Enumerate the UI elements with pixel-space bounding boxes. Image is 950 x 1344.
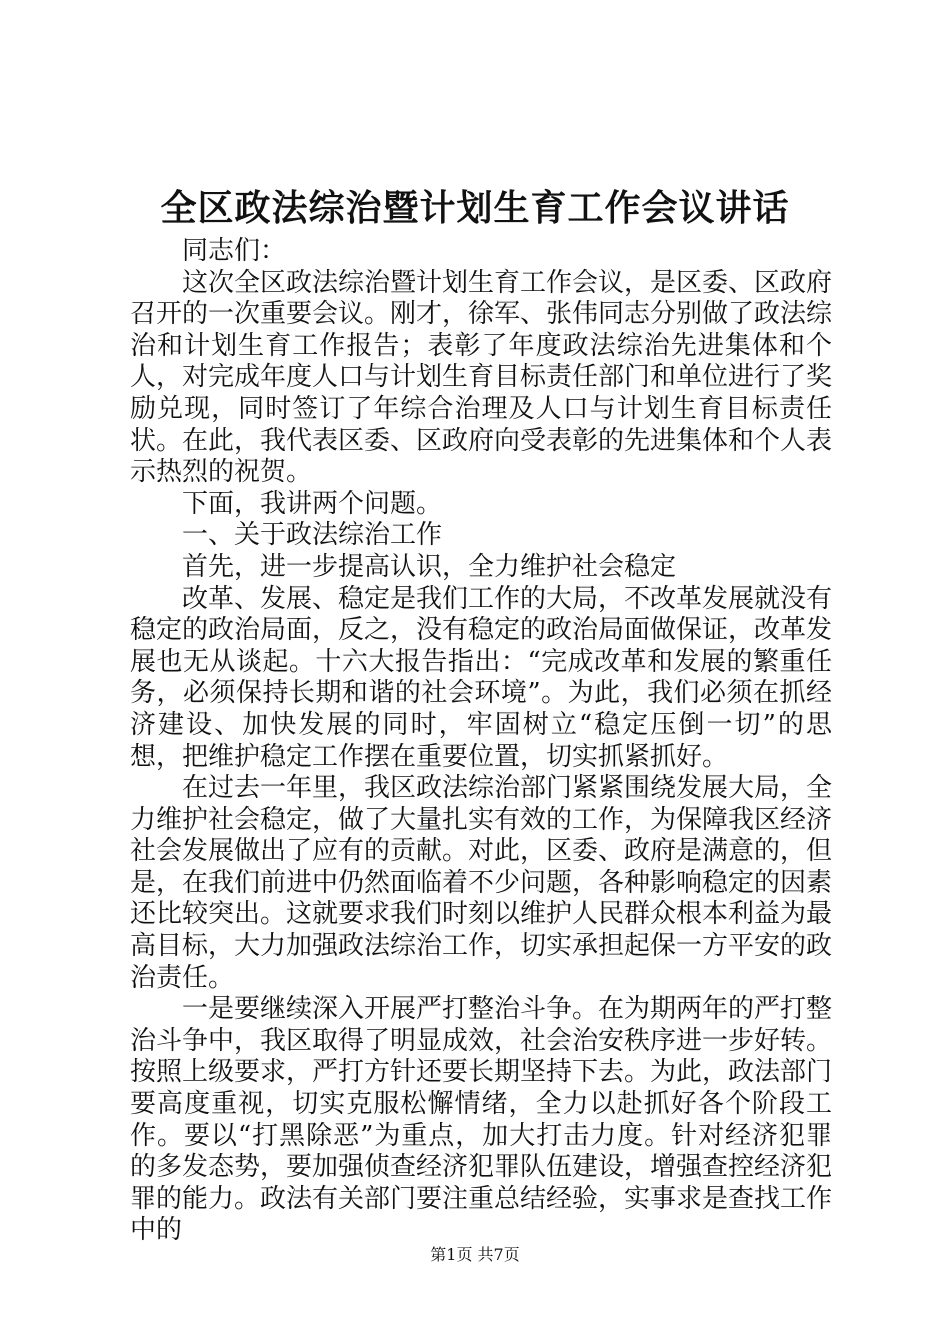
page-number-footer: 第1页 共7页 xyxy=(430,1245,520,1264)
body-paragraph: 在过去一年里，我区政法综治部门紧紧围绕发展大局，全力维护社会稳定，做了大量扎实有效的工作，为保障我区经济社会发展做出了应有的贡献。对此，区委、政府是满意的，但是，在我们前进中仍然面临着不少问题，各种影响稳定的因素还比较突出。这就要求我们时刻以维护人民群众根本利益为最高目标，大力加强政法综治工作，切实承担起保一方平安的政治责任。 xyxy=(130,773,833,993)
body-paragraph: 下面，我讲两个问题。 xyxy=(182,488,443,519)
body-paragraph: 一是要继续深入开展严打整治斗争。在为期两年的严打整治斗争中，我区取得了明显成效，社会治安秩序进一步好转。按照上级要求，严打方针还要长期坚持下去。为此，政法部门要高度重视，切实克服松懈情绪，全力以赴抓好各个阶段工作。要以“打黑除恶”为重点，加大打击力度。针对经济犯罪的多发态势，要加强侦查经济犯罪队伍建设，增强查控经济犯罪的能力。政法有关部门要注重总结经验，实事求是查找工作中的 xyxy=(130,994,833,1246)
body-paragraph: 改革、发展、稳定是我们工作的大局，不改革发展就没有稳定的政治局面，反之，没有稳定的政治局面做保证，改革发展也无从谈起。十六大报告指出：“完成改革和发展的繁重任务，必须保持长期和谐的社会环境”。为此，我们必须在抓经济建设、加快发展的同时，牢固树立“稳定压倒一切”的思想，把维护稳定工作摆在重要位置，切实抓紧抓好。 xyxy=(130,583,833,772)
salutation-paragraph: 同志们： xyxy=(182,236,287,266)
body-paragraph: 这次全区政法综治暨计划生育工作会议，是区委、区政府召开的一次重要会议。刚才，徐军、张伟同志分别做了政法综治和计划生育工作报告；表彰了年度政法综治先进集体和个人，对完成年度人口与计划生育目标责任部门和单位进行了奖励兑现，同时签订了年综合治理及人口与计划生育目标责任状。在此，我代表区委、区政府向受表彰的先进集体和个人表示热烈的祝贺。 xyxy=(130,267,833,488)
section-heading: 一、关于政法综治工作 xyxy=(182,520,443,551)
document-body xyxy=(130,236,832,1247)
document-title: 全区政法综治暨计划生育工作会议讲话 xyxy=(160,187,790,229)
subsection-heading: 首先，进一步提高认识，全力维护社会稳定 xyxy=(182,551,677,582)
